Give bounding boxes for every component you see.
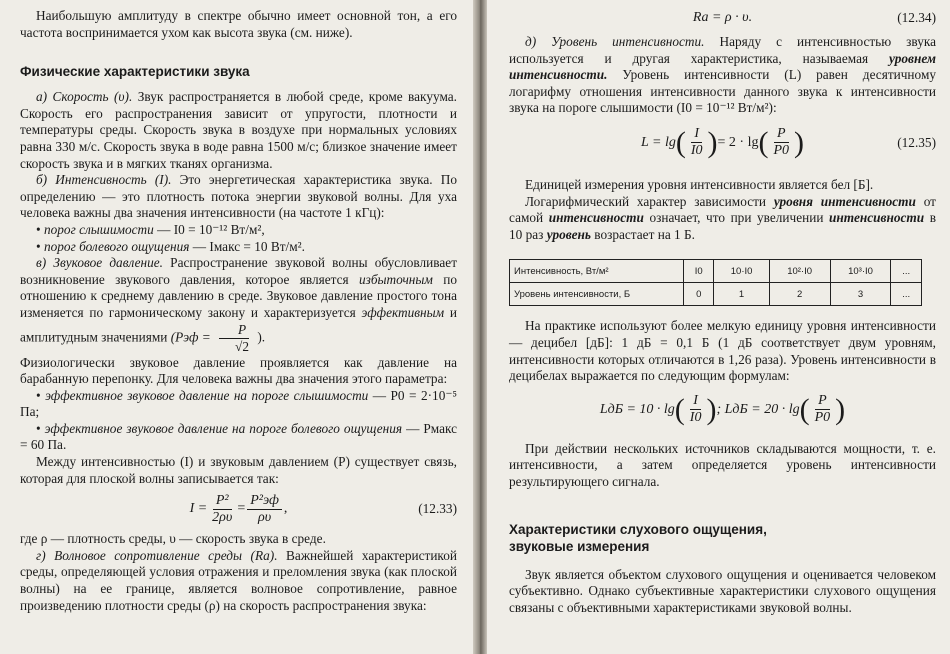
eq1235-num-1: I xyxy=(691,126,702,143)
equation-12-34 xyxy=(509,8,936,28)
eq1233-fraction-2 xyxy=(247,493,282,526)
eq1235-mid: = 2 · lg xyxy=(717,134,759,150)
bullet1-value: — I0 = 10⁻¹² Вт/м², xyxy=(157,221,265,237)
paragraph-sources: При действии нескольких источников складываются мощности, т. е. интенсивности, а затем определяется уровень интенсивности результирующего сигнала. xyxy=(509,440,936,489)
eq1233-lhs: I = xyxy=(189,501,208,517)
table-cell: 3 xyxy=(830,283,891,306)
log-italic-2: интенсивности xyxy=(548,210,644,226)
wave-resistance-text: Важнейшей характеристикой среды, определяющей условия отражения и преломления звука (как плоской волны) на ее границе, является волновое сопротивление, равное произведению плотности среды (ρ) на скорость распространения звука: xyxy=(20,547,457,613)
eqdb-separator: ; LдБ = 20 · lg xyxy=(716,401,800,417)
pressure-formula-fraction xyxy=(216,322,252,355)
pressure-italic-2: эффективным xyxy=(361,304,445,320)
paragraph-unit: Единицей измерения уровня интенсивности является бел [Б]. xyxy=(525,176,874,192)
eqdb-paren-open-2: ( xyxy=(799,392,810,426)
paragraph-wave-resistance xyxy=(20,548,457,614)
intensity-label: б) Интенсивность (I). xyxy=(36,172,172,188)
table-cell: I0 xyxy=(684,260,714,283)
log-text-2: от самой xyxy=(509,193,936,226)
paragraph-physiological: Физиологически звуковое давление проявляется как давление на барабанную перепонку. Для человека важны два значения этого параметра: xyxy=(20,354,457,387)
table-cell: 10³·I0 xyxy=(830,260,891,283)
table-cell: Уровень интенсивности, Б xyxy=(510,283,684,306)
intensity-text: Это энергетическая характеристика звука. По определению — это плотность потока энергии звуковой волны. Для уха человека важны два значения интенсивности (на частоте 1 кГц): xyxy=(20,172,457,221)
bullet2-term: порог болевого ощущения xyxy=(43,238,190,254)
level-label: д) Уровень интенсивности. xyxy=(525,34,705,49)
eqdb-paren-close-1: ) xyxy=(706,392,717,426)
bullet-hearing-threshold: • порог слышимости — I0 = 10⁻¹² Вт/м², xyxy=(36,221,265,237)
wave-resistance-label: г) Волновое сопротивление среды (Rа). xyxy=(36,547,278,563)
eq1234-number: (12.34) xyxy=(897,10,936,25)
eqdb-paren-open-1: ( xyxy=(674,392,685,426)
eq1235-den-1: I0 xyxy=(690,143,703,159)
equation-12-33: I = $\frac{\text{P²}}{2\rho\upsilon}$ = $\frac{\text{P²эф}}{\rho\upsilon}$ , (12.33) xyxy=(189,492,457,525)
pressure-formula-num: P xyxy=(219,322,249,339)
equation-decibel xyxy=(509,385,936,435)
pressure-text-1: Распространение звуковой волны обусловливает возникновение звукового давления, которое является xyxy=(20,255,458,287)
eq1235-den-2: P0 xyxy=(773,143,790,159)
eq1233-equals: = xyxy=(237,501,246,517)
pressure-italic-1: избыточным xyxy=(359,271,433,287)
eq1235-fraction-2 xyxy=(770,126,792,159)
level-italic-1: уровнем интенсивности. xyxy=(509,50,937,83)
log-text-1: Логарифмический характер зависимости xyxy=(525,193,767,209)
table-row xyxy=(510,260,922,283)
eq1233-number: (12.33) xyxy=(418,501,457,517)
section-heading-auditory xyxy=(509,521,936,555)
pressure-formula-left: (Pэф = xyxy=(170,329,211,345)
pressure-text-2: по отношению к среднему давлению в среде. Звуковое давление простого тона изменяется по гармоническому закону и характеризуется xyxy=(20,271,457,320)
left-page xyxy=(0,0,473,654)
log-text-4: в 10 раз xyxy=(509,210,937,242)
eq1235-paren-open-2: ( xyxy=(758,125,769,159)
table-cell: Интенсивность, Вт/м² xyxy=(510,260,684,283)
eqdb-fraction-1 xyxy=(687,393,705,426)
log-italic-3: интенсивности xyxy=(829,210,925,226)
eqdb-lhs: LдБ = 10 · lg xyxy=(599,401,675,417)
bullet4-term: эффективное звуковое давление на пороге болевого ощущения xyxy=(44,420,403,436)
paragraph-log xyxy=(509,194,936,244)
log-italic-1: уровня интенсивности xyxy=(773,193,916,209)
paragraph-pressure xyxy=(20,255,457,354)
eq1235-paren-close-1: ) xyxy=(707,125,718,159)
eq1234-formula: Rа = ρ · υ. xyxy=(692,10,753,25)
speed-text: Звук распространяется в любой среде, кроме вакуума. Скорость его распространения зависит от упругости, плотности и температуры среды. Скорость звука в воздухе при нормальных условиях равна 330 м/с. Скорость звука в воде равна 1500 м/с; близкое значение имеет скорость звука и в мягких тканях организма. xyxy=(20,89,458,171)
table-cell: ... xyxy=(891,260,922,283)
eq1235-lhs: L = lg xyxy=(640,134,676,150)
eqdb-paren-close-2: ) xyxy=(835,392,846,426)
paragraph-where: где ρ — плотность среды, υ — скорость звука в среде. xyxy=(20,531,326,547)
log-text-3: означает, что при увеличении xyxy=(649,210,824,226)
paragraph-final: Звук является объектом слухового ощущения и оценивается человеком субъективно. Однако субъективные характеристики слухового ощущения связаны с объективными характеристиками звуковой волны. xyxy=(509,566,936,615)
eq1235-paren-open-1: ( xyxy=(675,125,686,159)
level-text-2: Уровень интенсивности (L) равен десятичному логарифму отношения интенсивности данного звука к интенсивности звука на пороге слышимости (I0 = 10⁻¹² Вт/м²): xyxy=(509,67,937,116)
paragraph-level xyxy=(509,34,936,117)
table-cell: 1 xyxy=(714,283,769,306)
right-page xyxy=(487,0,950,654)
section-heading-physical: Физические характеристики звука xyxy=(20,64,250,80)
table-cell: 0 xyxy=(684,283,714,306)
book-gutter xyxy=(473,0,487,654)
heading2-line-1: Характеристики слухового ощущения, xyxy=(509,521,767,537)
table-cell: 2 xyxy=(769,283,830,306)
intensity-table xyxy=(509,259,922,306)
bullet3-value: — P0 = 2·10⁻⁵ Па; xyxy=(20,387,458,420)
eq1233-num-1: P² xyxy=(213,493,232,510)
pressure-label: в) Звуковое давление. xyxy=(36,255,163,271)
bullet2-value: — Iмакс = 10 Вт/м². xyxy=(192,238,305,254)
heading2-line-2: звуковые измерения xyxy=(509,538,650,554)
eq1235-num-2: P xyxy=(774,126,789,143)
log-italic-4: уровень xyxy=(546,226,591,242)
bullet3-term: эффективное звуковое давление на пороге слышимости xyxy=(45,387,369,403)
eqdb-num-2: P xyxy=(815,393,830,410)
speed-label: а) Скорость (υ). xyxy=(36,89,133,105)
table-cell: 10²·I0 xyxy=(769,260,830,283)
table-row xyxy=(510,283,922,306)
bullet4-value: — Pмакс = 60 Па. xyxy=(20,420,458,453)
paragraph-intensity xyxy=(20,172,457,222)
bullet-effective-hearing: • эффективное звуковое давление на пороге слышимости — P0 = 2·10⁻⁵ Па; xyxy=(20,387,458,420)
level-text-1: Наряду с интенсивностью звука используется и другая характеристика, называемая xyxy=(509,34,937,66)
eq1235-fraction-1 xyxy=(688,126,706,159)
log-text-5: возрастает на 1 Б. xyxy=(594,226,695,242)
table-cell: ... xyxy=(891,283,922,306)
bullet-pain-threshold: • порог болевого ощущения — Iмакс = 10 Вт/м². xyxy=(36,238,305,254)
eq1233-den-1: 2ρυ xyxy=(212,509,233,525)
eqdb-den-2: P0 xyxy=(814,410,831,426)
intro-paragraph: Наибольшую амплитуду в спектре обычно имеет основной тон, а его частота воспринимается ухом как высота звука (см. ниже). xyxy=(20,8,457,40)
pressure-formula-end: ). xyxy=(257,329,266,345)
eqdb-fraction-2 xyxy=(812,393,834,426)
bullet-effective-pain: • эффективное звуковое давление на пороге болевого ощущения — Pмакс = 60 Па. xyxy=(20,420,458,453)
eq1233-fraction-1 xyxy=(209,493,235,526)
eqdb-den-1: I0 xyxy=(689,410,702,426)
eqdb-num-1: I xyxy=(690,393,701,410)
pressure-formula-den: √2 xyxy=(235,338,249,354)
eq1233-den-2: ρυ xyxy=(258,509,272,525)
equation-12-35 xyxy=(509,117,936,169)
intensity-table-wrap xyxy=(509,253,936,306)
pressure-text-3: и амплитудным значениями xyxy=(20,304,458,345)
paragraph-speed xyxy=(20,89,457,172)
paragraph-relation: Между интенсивностью (I) и звуковым давлением (P) существует связь, которая для плоской волны записывается так: xyxy=(20,454,457,486)
eq1233-num-2: P²эф xyxy=(247,493,282,510)
table-cell: 10·I0 xyxy=(714,260,769,283)
bullet1-term: порог слышимости xyxy=(43,221,154,237)
paragraph-decibel: На практике используют более мелкую единицу уровня интенсивности — децибел [дБ]: 1 дБ = 0,1 Б (1 дБ соответствует двум уровням, интенсивности которых отличаются в 1,26 раза). Уровень интенсивности в децибелах выражается по следующим формулам: xyxy=(509,318,936,384)
eq1235-paren-close-2: ) xyxy=(794,125,805,159)
eq1235-number: (12.35) xyxy=(897,134,936,150)
